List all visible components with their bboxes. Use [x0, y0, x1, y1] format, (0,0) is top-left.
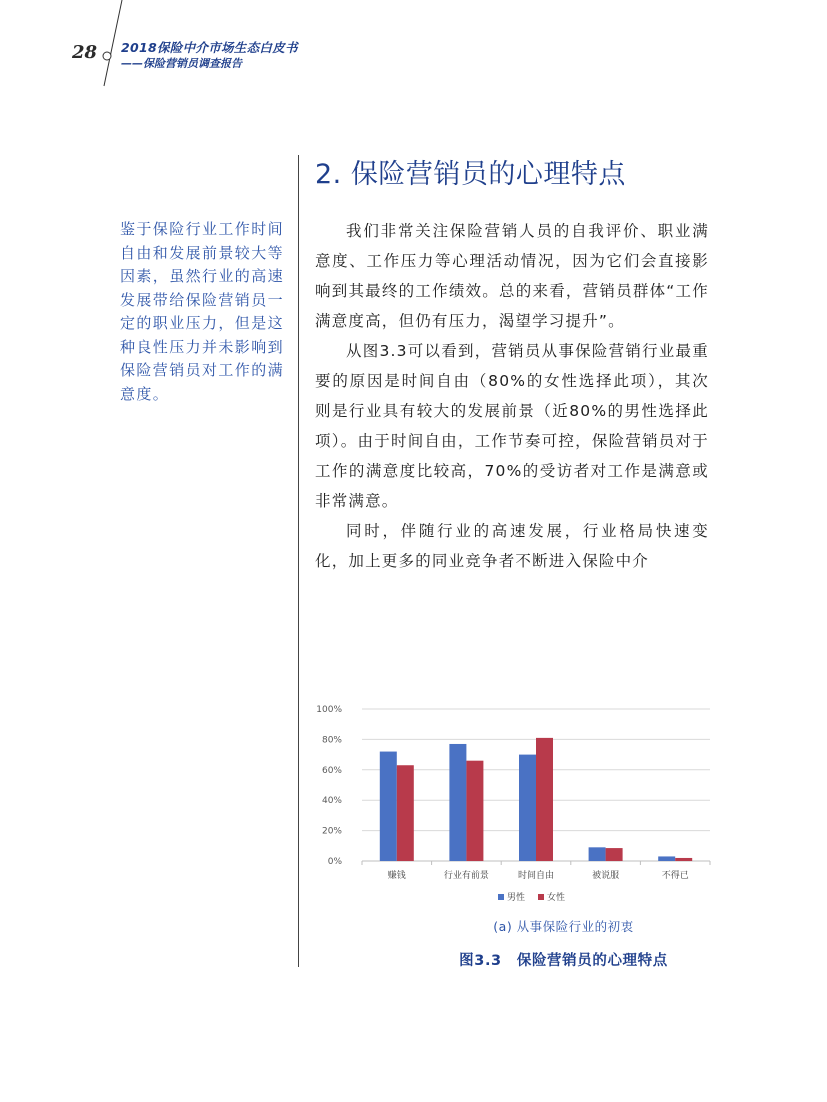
y-tick-label: 0% — [327, 857, 342, 867]
y-tick-label: 40% — [321, 796, 342, 807]
header-title: 2018保险中介市场生态白皮书 — [121, 40, 298, 55]
y-tick-label: 100% — [316, 705, 342, 715]
x-tick-label: 被说服 — [592, 871, 620, 881]
bar-male — [519, 755, 536, 861]
page-number: 28 — [72, 42, 98, 63]
figure-subcaption: (a) 从事保险行业的初衷 — [493, 919, 634, 934]
bar-male — [380, 752, 397, 861]
y-tick-label: 80% — [321, 735, 342, 746]
bar-female — [606, 848, 623, 861]
chart-x-tick-labels — [388, 869, 689, 881]
y-tick-label: 60% — [321, 765, 342, 776]
sidebar-note: 鉴于保险行业工作时间自由和发展前景较大等因素，虽然行业的高速发展带给保险营销员一定的职业压力，但是这种良性压力并未影响到保险营销员对工作的满意度。 — [120, 220, 285, 403]
chart-legend — [498, 891, 565, 903]
x-tick-label: 不得已 — [661, 871, 689, 881]
column-divider — [298, 155, 299, 967]
section-heading: 2. 保险营销员的心理特点 — [315, 159, 626, 190]
bar-chart — [312, 700, 722, 915]
body-paragraph: 同时，伴随行业的高速发展，行业格局快速变化，加上更多的同业竞争者不断进入保险中介 — [315, 522, 709, 570]
body-paragraph: 从图3.3可以看到，营销员从事保险营销行业最重要的原因是时间自由（80%的女性选择此项），其次则是行业具有较大的发展前景（近80%的男性选择此项）。由于时间自由，工作节奏可控，保险营销员对于工作的满意度比较高，70%的受访者对工作是满意或非常满意。 — [315, 342, 709, 510]
chart-bars — [380, 738, 692, 861]
figure-caption: 图3.3 保险营销员的心理特点 — [459, 953, 668, 969]
bar-female — [675, 858, 692, 861]
body-paragraph: 我们非常关注保险营销人员的自我评价、职业满意度、工作压力等心理活动情况，因为它们会直接影响到其最终的工作绩效。总的来看，营销员群体“工作满意度高，但仍有压力，渴望学习提升”。 — [315, 222, 709, 330]
x-tick-label: 行业有前景 — [443, 871, 489, 881]
legend-label: 男性 — [507, 893, 526, 903]
x-tick-label: 赚钱 — [387, 871, 406, 881]
bar-male — [589, 847, 606, 861]
legend-swatch — [538, 894, 544, 900]
legend-label: 女性 — [547, 893, 566, 903]
legend-swatch — [498, 894, 504, 900]
x-tick-label: 时间自由 — [517, 871, 555, 881]
body-text — [315, 216, 709, 576]
header-subtitle: ——保险营销员调查报告 — [121, 57, 242, 70]
chart-y-tick-labels — [316, 705, 342, 867]
y-tick-label: 20% — [321, 826, 342, 837]
bar-male — [449, 744, 466, 861]
bar-female — [397, 765, 414, 861]
bar-male — [658, 856, 675, 861]
bar-female — [536, 738, 553, 861]
bar-female — [466, 761, 483, 861]
